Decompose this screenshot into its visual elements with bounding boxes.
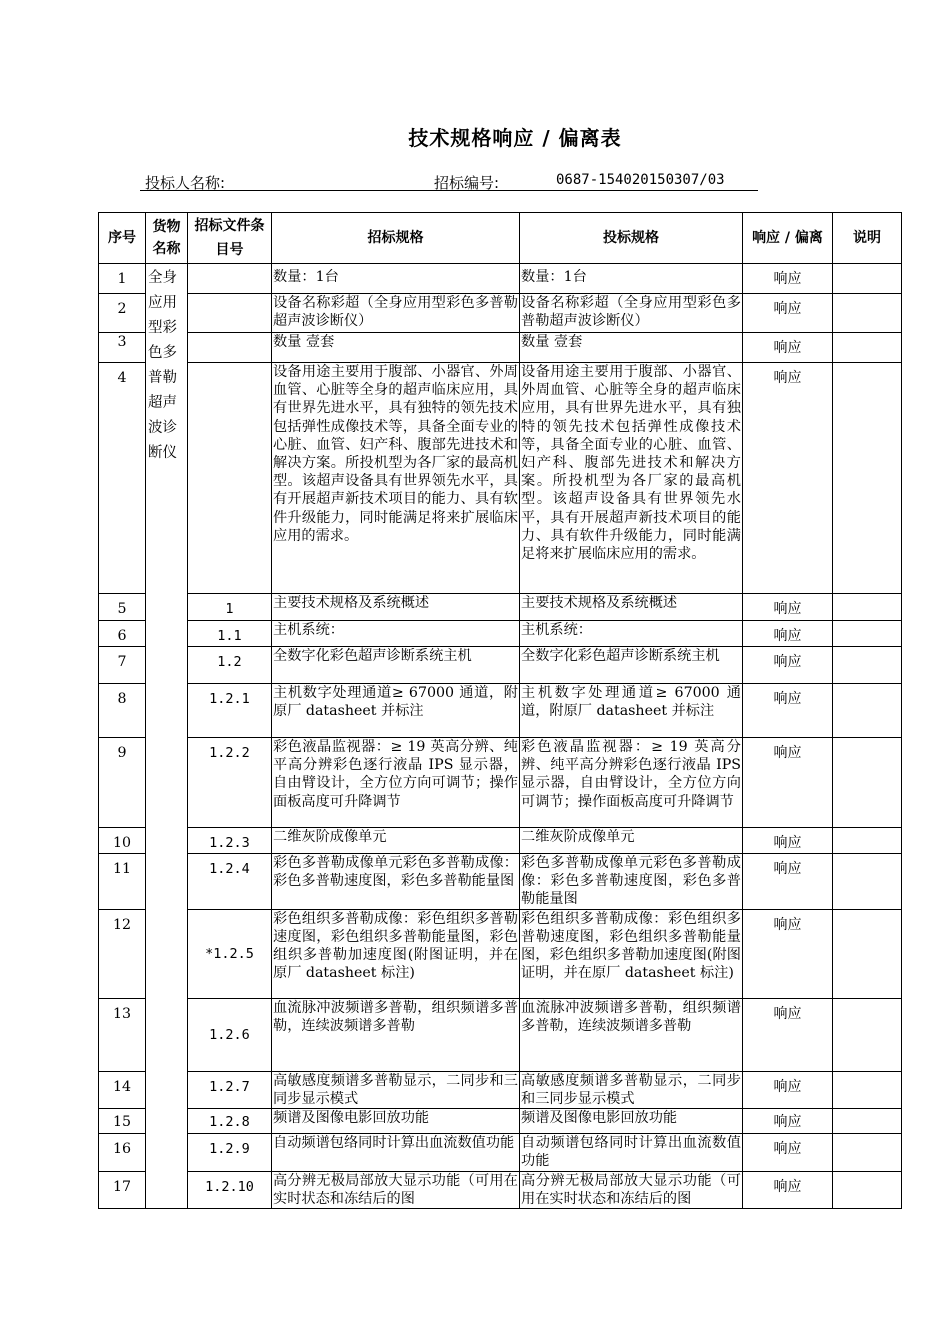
bid-number: 0687-154020150307/03 xyxy=(556,172,725,188)
row-no: 9 xyxy=(99,738,146,828)
note xyxy=(833,264,902,294)
header-response: 响应 / 偏离 xyxy=(743,213,833,264)
table-row xyxy=(99,264,902,294)
table-row xyxy=(99,738,902,828)
table-row xyxy=(99,647,902,684)
item-no: 1.2.3 xyxy=(188,828,272,854)
response: 响应 xyxy=(743,854,833,910)
requirement: 高分辨无极局部放大显示功能（可用在实时状态和冻结后的图 xyxy=(273,1173,518,1208)
table-row xyxy=(99,294,902,333)
goods-name: 全身应用型彩色多普勒超声波诊断仪 xyxy=(146,264,188,1209)
header-underline xyxy=(140,190,758,191)
item-no: 1.2.6 xyxy=(188,998,272,1071)
item-no: 1.2.2 xyxy=(188,738,272,828)
bid-spec: 血流脉冲波频谱多普勒，组织频谱多普勒，连续波频谱多普勒 xyxy=(520,998,743,1071)
row-no: 13 xyxy=(99,998,146,1071)
requirement: 设备用途主要用于腹部、小器官、外周血管、心脏等全身的超声临床应用，具有世界先进水平，具有独特的领先技术包括弹性成像技术等，具备全面专业的心脏、血管、妇产科、腹部先进技术和解决方案。所投机型为各厂家的最高机型。该超声设备具有世界领先水平，具有开展超声新技术项目的能力、具有软件升级能力，同时能满足将来扩展临床应用的需求。 xyxy=(272,363,520,594)
bid-spec: 主要技术规格及系统概述 xyxy=(520,594,743,621)
row-no: 2 xyxy=(99,294,146,333)
response: 响应 xyxy=(743,1071,833,1108)
item-no: *1.2.5 xyxy=(188,909,272,998)
item-no: 1.2.7 xyxy=(188,1071,272,1108)
response: 响应 xyxy=(743,363,833,594)
requirement: 血流脉冲波频谱多普勒，组织频谱多普勒，连续波频谱多普勒 xyxy=(272,998,520,1071)
item-no: 1.2.8 xyxy=(188,1109,272,1134)
header-row xyxy=(99,213,902,264)
bid-spec: 主机数字处理通道≥ 67000 通道，附原厂 datasheet 并标注 xyxy=(520,684,743,738)
requirement: 数量 壹套 xyxy=(272,333,520,363)
bid-spec: 二维灰阶成像单元 xyxy=(520,828,743,854)
page-title: 技术规格响应 / 偏离表 xyxy=(408,126,622,150)
requirement: 频谱及图像电影回放功能 xyxy=(272,1109,520,1134)
row-no: 4 xyxy=(99,363,146,594)
requirement: 设备名称彩超（全身应用型彩色多普勒超声波诊断仪） xyxy=(272,294,520,333)
response: 响应 xyxy=(743,909,833,998)
requirement: 彩色液晶监视器：≥ 19 英高分辨、纯平高分辨彩色逐行液晶 IPS 显示器，自由臂设计，全方位方向可调节；操作面板高度可升降调节 xyxy=(272,738,520,828)
table-row xyxy=(99,363,902,594)
note xyxy=(833,998,902,1071)
row-no: 12 xyxy=(99,909,146,998)
requirement: 主机系统： xyxy=(272,621,520,647)
note xyxy=(833,621,902,647)
note xyxy=(833,363,902,594)
requirement: 数量：1台 xyxy=(272,264,520,294)
note xyxy=(833,294,902,333)
item-no: 1.2.1 xyxy=(188,684,272,738)
note xyxy=(833,1109,902,1134)
row-no: 11 xyxy=(99,854,146,910)
table-row xyxy=(99,828,902,854)
bid-spec: 彩色液晶监视器：≥ 19 英高分辨、纯平高分辨彩色逐行液晶 IPS 显示器，自由臂设计，全方位方向可调节；操作面板高度可升降调节 xyxy=(520,738,743,828)
note xyxy=(833,1071,902,1108)
bid-spec: 高敏感度频谱多普勒显示，二同步和三同步显示模式 xyxy=(521,1072,741,1107)
table-row xyxy=(99,1134,902,1172)
note xyxy=(833,738,902,828)
item-no: 1 xyxy=(188,594,272,621)
bid-spec: 高分辨无极局部放大显示功能（可用在实时状态和冻结后的图 xyxy=(521,1173,741,1208)
requirement: 二维灰阶成像单元 xyxy=(272,828,520,854)
row-no: 15 xyxy=(99,1109,146,1134)
response: 响应 xyxy=(743,621,833,647)
table-row xyxy=(99,1071,902,1108)
note xyxy=(833,594,902,621)
row-no: 8 xyxy=(99,684,146,738)
note xyxy=(833,828,902,854)
response: 响应 xyxy=(743,998,833,1071)
spec-table xyxy=(98,212,902,1209)
table-row xyxy=(99,854,902,910)
item-no: 1.1 xyxy=(188,621,272,647)
response: 响应 xyxy=(743,684,833,738)
requirement: 彩色组织多普勒成像：彩色组织多普勒速度图，彩色组织多普勒能量图，彩色组织多普勒加速度图(附图证明，并在原厂 datasheet 标注) xyxy=(272,909,520,998)
note xyxy=(833,909,902,998)
row-no: 6 xyxy=(99,621,146,647)
item-no: 1.2.9 xyxy=(188,1134,272,1172)
row-no: 5 xyxy=(99,594,146,621)
row-no: 17 xyxy=(99,1172,146,1209)
response: 响应 xyxy=(743,1109,833,1134)
item-no: 1.2.4 xyxy=(188,854,272,910)
row-no: 7 xyxy=(99,647,146,684)
note xyxy=(833,684,902,738)
row-no: 3 xyxy=(99,333,146,363)
row-no: 10 xyxy=(99,828,146,854)
requirement: 全数字化彩色超声诊断系统主机 xyxy=(272,647,520,684)
response: 响应 xyxy=(743,333,833,363)
row-no: 16 xyxy=(99,1134,146,1172)
header-no: 序号 xyxy=(99,213,146,264)
bid-spec: 数量 壹套 xyxy=(520,333,743,363)
note xyxy=(833,333,902,363)
requirement: 主机数字处理通道≥ 67000 通道，附原厂 datasheet 并标注 xyxy=(272,684,520,738)
note xyxy=(833,854,902,910)
bid-spec: 彩色组织多普勒成像：彩色组织多普勒速度图，彩色组织多普勒能量图，彩色组织多普勒加速度图(附图证明，并在原厂 datasheet 标注) xyxy=(520,909,743,998)
bid-spec: 数量：1台 xyxy=(520,264,743,294)
header-item: 招标文件条目号 xyxy=(188,213,272,264)
response: 响应 xyxy=(743,828,833,854)
note xyxy=(833,647,902,684)
header-note: 说明 xyxy=(833,213,902,264)
bid-number-label: 招标编号: xyxy=(434,174,500,192)
item-no xyxy=(188,363,272,594)
table-row xyxy=(99,621,902,647)
header-requirement: 招标规格 xyxy=(272,213,520,264)
response: 响应 xyxy=(743,647,833,684)
bid-spec: 设备用途主要用于腹部、小器官、外周血管、心脏等全身的超声临床应用，具有世界先进水平，具有独特的领先技术包括弹性成像技术等，具备全面专业的心脏、血管、妇产科、腹部先进技术和解决方案。所投机型为各厂家的最高机型。该超声设备具有世界领先水平，具有开展超声新技术项目的能力、具有软件升级能力，同时能满足将来扩展临床应用的需求。 xyxy=(520,363,743,594)
item-no xyxy=(188,264,272,294)
table-row xyxy=(99,684,902,738)
response: 响应 xyxy=(743,294,833,333)
response: 响应 xyxy=(743,264,833,294)
item-no xyxy=(188,294,272,333)
response: 响应 xyxy=(743,594,833,621)
item-no: 1.2.10 xyxy=(188,1172,272,1209)
bid-spec: 设备名称彩超（全身应用型彩色多普勒超声波诊断仪） xyxy=(520,294,743,333)
response: 响应 xyxy=(743,1172,833,1209)
bid-spec: 频谱及图像电影回放功能 xyxy=(520,1109,743,1134)
bid-spec: 全数字化彩色超声诊断系统主机 xyxy=(520,647,743,684)
table-row xyxy=(99,1109,902,1134)
table-row xyxy=(99,1172,902,1209)
bidder-name-label: 投标人名称: xyxy=(145,174,226,192)
row-no: 1 xyxy=(99,264,146,294)
requirement: 主要技术规格及系统概述 xyxy=(272,594,520,621)
requirement: 高敏感度频谱多普勒显示，二同步和三同步显示模式 xyxy=(273,1072,518,1107)
requirement: 彩色多普勒成像单元彩色多普勒成像：彩色多普勒速度图，彩色多普勒能量图 xyxy=(272,854,520,910)
row-no: 14 xyxy=(99,1071,146,1108)
table-row xyxy=(99,594,902,621)
bid-spec: 主机系统： xyxy=(520,621,743,647)
response: 响应 xyxy=(743,738,833,828)
table-row xyxy=(99,998,902,1071)
header-bid-spec: 投标规格 xyxy=(520,213,743,264)
item-no: 1.2 xyxy=(188,647,272,684)
item-no xyxy=(188,333,272,363)
response: 响应 xyxy=(743,1134,833,1172)
table-row xyxy=(99,333,902,363)
note xyxy=(833,1134,902,1172)
requirement: 自动频谱包络同时计算出血流数值功能 xyxy=(272,1134,520,1172)
header-goods: 货物名称 xyxy=(146,213,188,264)
note xyxy=(833,1172,902,1209)
bid-spec: 彩色多普勒成像单元彩色多普勒成像：彩色多普勒速度图，彩色多普勒能量图 xyxy=(521,855,741,908)
table-row xyxy=(99,909,902,998)
bid-spec: 自动频谱包络同时计算出血流数值功能 xyxy=(520,1134,743,1172)
